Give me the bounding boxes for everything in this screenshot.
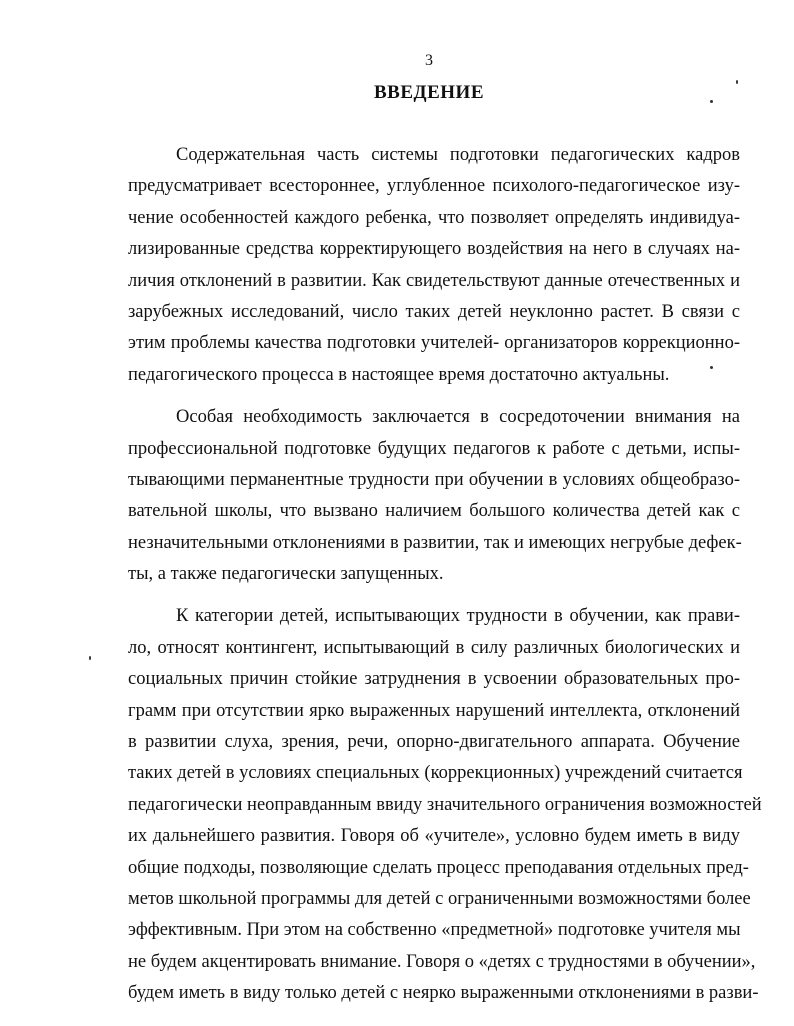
text-line: ты, а также педагогически запущенных. xyxy=(128,564,444,585)
text-line: таких детей в условиях специальных (коррекционных) учреждений считается xyxy=(128,763,743,784)
scan-speck xyxy=(710,100,713,103)
text-line: этим проблемы качества подготовки учителей- организаторов коррекционно- xyxy=(128,333,740,354)
text-line: Содержательная часть системы подготовки педагогических кадров xyxy=(176,145,740,165)
text-line: лизированные средства корректирующего воздействия на него в случаях на- xyxy=(128,239,740,260)
text-line: не будем акцентировать внимание. Говоря о «детях с трудностями в обучении», xyxy=(128,951,756,972)
text-line: ло, относят контингент, испытывающий в силу различных биологических и xyxy=(128,637,740,658)
text-line: предусматривает всестороннее, углубленное психолого-педагогическое изу- xyxy=(128,176,740,197)
scan-speck xyxy=(736,80,738,84)
body-text xyxy=(128,140,762,1010)
text-line: чение особенностей каждого ребенка, что позволяет определять индивидуа- xyxy=(128,207,740,228)
text-line: К категории детей, испытывающих трудности в обучении, как прави- xyxy=(176,606,740,627)
scan-speck xyxy=(89,656,91,660)
text-line: эффективным. При этом на собственно «предметной» подготовке учителя мы xyxy=(128,920,741,941)
text-line: грамм при отсутствии ярко выраженных нарушений интеллекта, отклонений xyxy=(128,700,740,721)
text-line: профессиональной подготовке будущих педагогов к работе с детьми, испы- xyxy=(128,438,740,459)
text-line: их дальнейшего развития. Говоря об «учителе», условно будем иметь в виду xyxy=(128,826,740,847)
text-line: педагогического процесса в настоящее время достаточно актуальны. xyxy=(128,364,670,385)
text-line: педагогически неоправданным ввиду значительного ограничения возможностей xyxy=(128,794,762,815)
text-line: будем иметь в виду только детей с неярко выраженными отклонениями в разви- xyxy=(128,983,759,1004)
scan-speck xyxy=(710,366,713,369)
text-line: метов школьной программы для детей с ограниченными возможностями более xyxy=(128,888,751,909)
page-title: ВВЕДЕНИЕ xyxy=(374,82,484,103)
page-number: 3 xyxy=(425,52,433,69)
paragraph-2 xyxy=(128,402,740,590)
text-line: тывающими перманентные трудности при обучении в условиях общеобразо- xyxy=(128,469,740,490)
text-line: социальных причин стойкие затруднения в усвоении образовательных про- xyxy=(128,669,740,690)
paragraph-1 xyxy=(128,140,740,391)
paragraph-3 xyxy=(128,601,762,1009)
text-line: вательной школы, что вызвано наличием большого количества детей как с xyxy=(128,501,740,522)
text-line: личия отклонений в развитии. Как свидетельствуют данные отечественных и xyxy=(128,270,740,291)
text-line: в развитии слуха, зрения, речи, опорно-двигательного аппарата. Обучение xyxy=(128,732,740,753)
text-line: незначительными отклонениями в развитии, так и имеющих негрубые дефек- xyxy=(128,532,742,553)
text-line: зарубежных исследований, число таких детей неуклонно растет. В связи с xyxy=(128,301,740,322)
text-line: общие подходы, позволяющие сделать процесс преподавания отдельных пред- xyxy=(128,857,749,878)
text-line: Особая необходимость заключается в сосредоточении внимания на xyxy=(176,407,740,428)
